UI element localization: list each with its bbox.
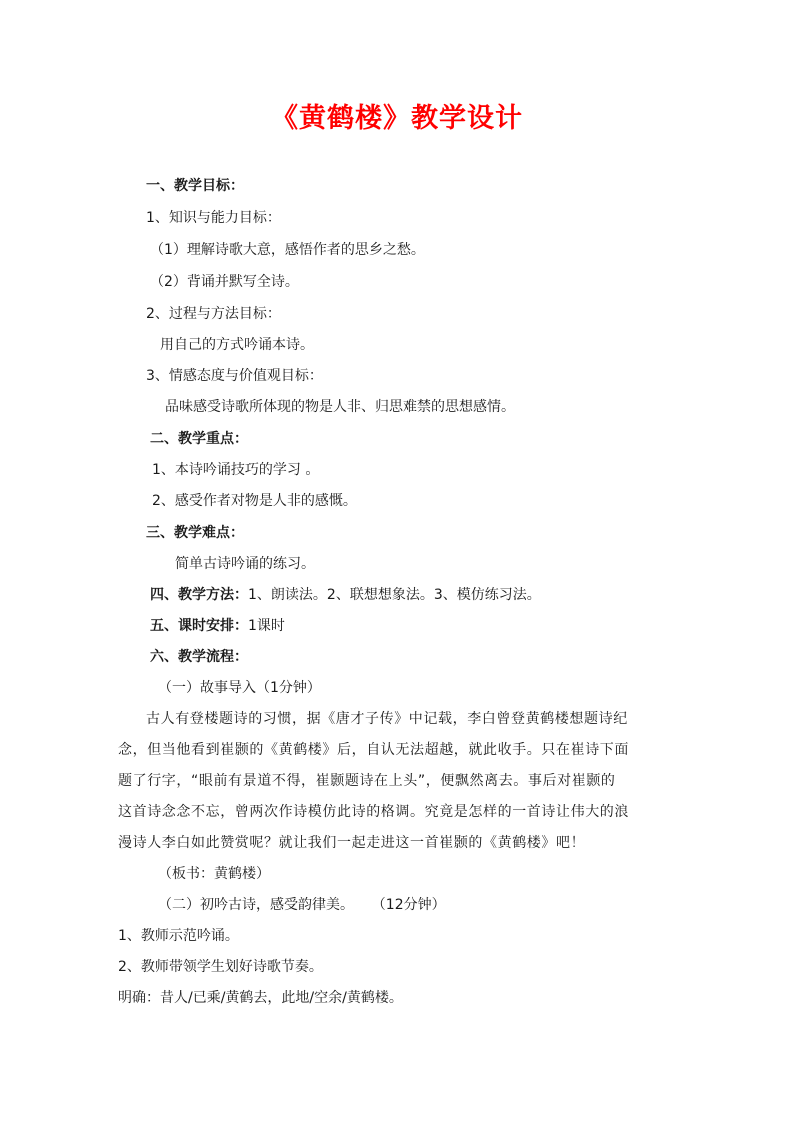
methods-text: 1、朗读法。2、联想想象法。3、模仿练习法。 bbox=[248, 587, 541, 603]
board-note: （板书：黄鹤楼） bbox=[158, 866, 270, 882]
section-heading-focus: 二、教学重点： bbox=[150, 431, 248, 447]
process-step-1: （一）故事导入（1分钟） bbox=[158, 680, 321, 696]
process-step-2: （二）初吟古诗，感受韵律美。 （12分钟） bbox=[158, 897, 446, 913]
task-1: 1、教师示范吟诵。 bbox=[118, 928, 239, 944]
focus-1: 1、本诗吟诵技巧的学习 。 bbox=[152, 462, 320, 478]
section-heading-schedule: 五、课时安排： bbox=[150, 618, 248, 634]
task-2: 2、教师带领学生划好诗歌节奏。 bbox=[118, 959, 323, 975]
schedule-text: 1课时 bbox=[248, 618, 285, 634]
section-heading-goals: 一、教学目标： bbox=[146, 178, 244, 194]
goal-emotion: 3、情感态度与价值观目标： bbox=[146, 368, 323, 384]
task-3: 明确：昔人/已乘/黄鹤去，此地/空余/黄鹤楼。 bbox=[118, 990, 403, 1006]
section-heading-process: 六、教学流程： bbox=[150, 649, 248, 665]
difficulty-1: 简单古诗吟诵的练习。 bbox=[175, 556, 315, 572]
goal-process-1: 用自己的方式吟诵本诗。 bbox=[160, 337, 314, 353]
intro-paragraph-line-4: 这首诗念念不忘，曾两次作诗模仿此诗的格调。究竟是怎样的一首诗让伟大的浪 bbox=[118, 804, 629, 820]
page-title: 《黄鹤楼》教学设计 bbox=[271, 103, 523, 134]
goal-knowledge-1: （1）理解诗歌大意，感悟作者的思乡之愁。 bbox=[150, 242, 425, 258]
goal-process: 2、过程与方法目标： bbox=[146, 306, 281, 322]
goal-knowledge-2: （2）背诵并默写全诗。 bbox=[150, 274, 299, 290]
intro-paragraph-line-3: 题了行字，“眼前有景道不得，崔颢题诗在上头”，便飘然离去。事后对崔颢的 bbox=[118, 773, 616, 789]
methods-line bbox=[150, 585, 541, 605]
intro-paragraph-line-1: 古人有登楼题诗的习惯，据《唐才子传》中记载，李白曾登黄鹤楼想题诗纪 bbox=[146, 711, 628, 727]
section-heading-methods: 四、教学方法： bbox=[150, 587, 248, 603]
focus-2: 2、感受作者对物是人非的感慨。 bbox=[152, 493, 357, 509]
schedule-line bbox=[150, 616, 285, 636]
goal-knowledge: 1、知识与能力目标： bbox=[146, 210, 281, 226]
section-heading-difficulty: 三、教学难点： bbox=[146, 525, 244, 541]
goal-emotion-1: 品味感受诗歌所体现的物是人非、归思难禁的思想感情。 bbox=[165, 399, 515, 415]
intro-paragraph-line-2: 念，但当他看到崔颢的《黄鹤楼》后，自认无法超越，就此收手。只在崔诗下面 bbox=[118, 742, 629, 758]
intro-paragraph-line-5: 漫诗人李白如此赞赏呢？就让我们一起走进这一首崔颢的《黄鹤楼》吧！ bbox=[118, 835, 586, 851]
